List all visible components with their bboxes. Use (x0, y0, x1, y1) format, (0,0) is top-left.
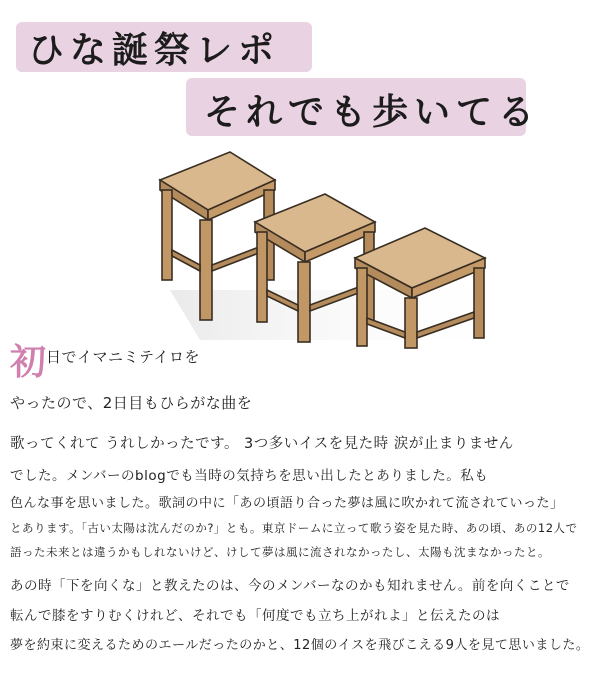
body-line-7: 語った未来とは違うかもしれないけど、けして夢は風に流されなかったし、太陽も沈まなかったと。 (10, 545, 550, 559)
body-line-3: 歌ってくれて うれしかったです。 3つ多いイスを見た時 涙が止まりません (10, 436, 514, 452)
body-line-2: やったので、2日目もひらがな曲を (10, 394, 253, 412)
body-line-9: 転んで膝をすりむくけれど、それでも「何度でも立ち上がれよ」と伝えたのは (10, 608, 500, 624)
stools-illustration (140, 140, 520, 350)
body-line-1: 日でイマニミテイロを (46, 348, 200, 366)
body-line-4: でした。メンバーのblogでも当時の気持ちを思い出したとありました。私も (10, 468, 489, 484)
body-line-5: 色んな事を思いました。歌詞の中に「あの頃語り合った夢は風に吹かれて流されていった」 (10, 496, 564, 511)
body-line-6: とあります。「古い太陽は沈んだのか?」とも。東京ドームに立って歌う姿を見た時、あの頃、あの12人で (10, 521, 578, 535)
body-line-10: 夢を約束に変えるためのエールだったのかと、12個のイスを飛びこえる9人を見て思いました。 (10, 638, 590, 653)
title-line-2: それでも歩いてる (204, 92, 541, 133)
body-line-8: あの時「下を向くな」と教えたのは、今のメンバーなのかも知れません。前を向くことで (10, 578, 570, 594)
title-line-1: ひな誕祭レポ (28, 30, 281, 71)
first-character: 初 (10, 342, 47, 383)
